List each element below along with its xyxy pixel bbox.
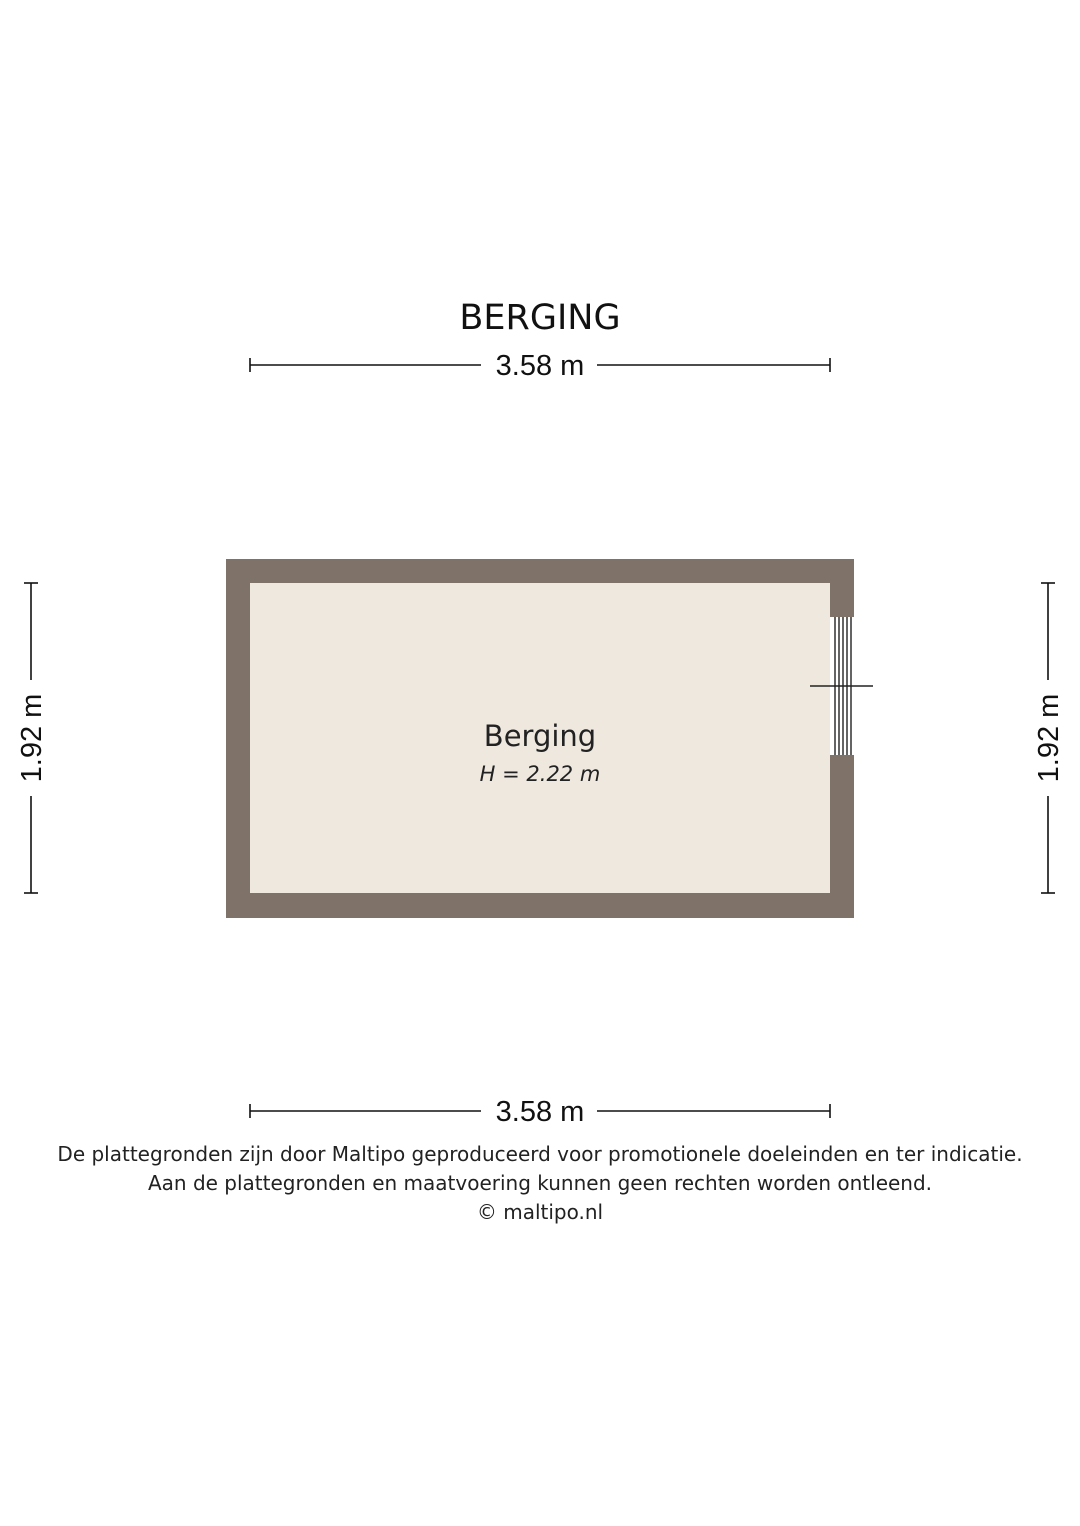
right-dimension: [1033, 583, 1065, 893]
disclaimer-line-2: Aan de plattegronden en maatvoering kunnen geen rechten worden ontleend.: [147, 1171, 933, 1195]
plan-title: BERGING: [459, 298, 621, 338]
copyright-notice: © maltipo.nl: [476, 1200, 604, 1224]
bottom-dimension: [250, 1096, 830, 1128]
room-height: H = 2.22 m: [479, 762, 601, 786]
room-berging: [226, 559, 873, 918]
top-dimension: [250, 350, 830, 382]
bottom-dimension-label: 3.58 m: [495, 1096, 585, 1128]
top-dimension-label: 3.58 m: [495, 350, 585, 382]
left-dimension: [16, 583, 48, 893]
disclaimer: [0, 1140, 1080, 1227]
room-name: Berging: [483, 719, 597, 753]
left-dimension-label: 1.92 m: [16, 693, 48, 783]
right-dimension-label: 1.92 m: [1033, 693, 1065, 783]
disclaimer-line-1: De plattegronden zijn door Maltipo geproduceerd voor promotionele doeleinden en ter indicatie.: [57, 1142, 1023, 1166]
